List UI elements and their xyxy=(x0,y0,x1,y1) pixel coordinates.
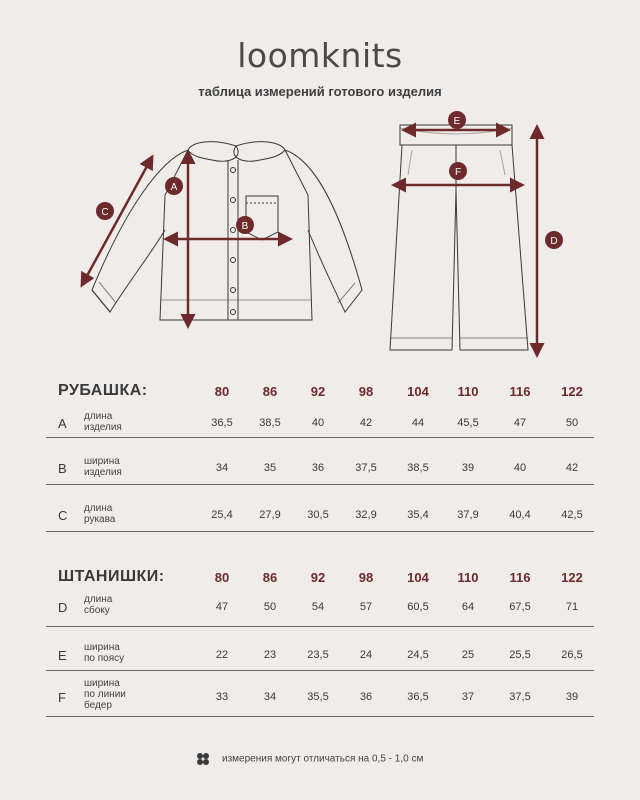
size-header: 86 xyxy=(262,384,278,399)
table-cell: 30,5 xyxy=(307,509,329,521)
row-label: длина изделия xyxy=(84,411,122,433)
size-header: 110 xyxy=(457,570,479,585)
table-cell: 50 xyxy=(263,601,277,613)
row-label: ширина изделия xyxy=(84,456,122,478)
table-cell: 37,5 xyxy=(509,691,531,703)
table-cell: 57 xyxy=(359,601,373,613)
table-cell: 60,5 xyxy=(407,601,429,613)
table-row xyxy=(46,594,594,624)
row-divider xyxy=(46,670,594,671)
marker-b: B xyxy=(241,221,249,232)
table-cell: 33 xyxy=(215,691,229,703)
footnote-text: измерения могут отличаться на 0,5 - 1,0 см xyxy=(222,753,424,765)
table-cell: 39 xyxy=(461,462,475,474)
table-cell: 42 xyxy=(359,417,373,429)
row-label: длина сбоку xyxy=(84,594,113,616)
row-letter: D xyxy=(58,600,68,615)
table-cell: 40 xyxy=(311,417,325,429)
table-cell: 42 xyxy=(565,462,579,474)
size-header: 86 xyxy=(262,570,278,585)
size-header: 98 xyxy=(358,570,374,585)
shirt-outline xyxy=(92,142,362,320)
size-header: 110 xyxy=(457,384,479,399)
table-cell: 37,9 xyxy=(457,509,479,521)
row-letter: A xyxy=(58,416,67,431)
size-header: 80 xyxy=(214,384,230,399)
row-divider xyxy=(46,531,594,532)
table-cell: 47 xyxy=(513,417,527,429)
size-header: 122 xyxy=(561,570,583,585)
table-cell: 26,5 xyxy=(561,649,583,661)
brand-logo: loomknits xyxy=(237,36,403,75)
table-cell: 54 xyxy=(311,601,325,613)
table-row xyxy=(46,453,594,483)
size-header: 122 xyxy=(561,384,583,399)
row-divider xyxy=(46,437,594,438)
shirt-section-title: РУБАШКА: xyxy=(58,382,148,399)
table-cell: 23 xyxy=(263,649,277,661)
table-cell: 36,5 xyxy=(407,691,429,703)
size-header: 92 xyxy=(310,384,326,399)
table-row xyxy=(46,642,594,672)
table-cell: 36 xyxy=(359,691,373,703)
pants-table-header xyxy=(46,568,594,592)
table-cell: 35,4 xyxy=(407,509,429,521)
table-cell: 45,5 xyxy=(457,417,479,429)
table-cell: 24,5 xyxy=(407,649,429,661)
table-cell: 37,5 xyxy=(355,462,377,474)
row-divider xyxy=(46,484,594,485)
table-cell: 39 xyxy=(565,691,579,703)
pants-section-title: ШТАНИШКИ: xyxy=(58,568,165,585)
table-cell: 64 xyxy=(461,601,475,613)
pants-size-table xyxy=(46,568,594,720)
clover-icon xyxy=(196,752,210,766)
row-label: длина рукава xyxy=(84,503,116,525)
size-header: 116 xyxy=(509,570,531,585)
garment-diagram xyxy=(0,0,640,370)
footnote xyxy=(196,752,423,766)
marker-d: D xyxy=(550,236,558,247)
table-cell: 50 xyxy=(565,417,579,429)
table-row xyxy=(46,408,594,438)
size-header: 116 xyxy=(509,384,531,399)
table-cell: 34 xyxy=(263,691,277,703)
row-divider xyxy=(46,716,594,717)
row-label: ширина по поясу xyxy=(84,642,125,664)
table-cell: 25,4 xyxy=(211,509,233,521)
size-header: 104 xyxy=(407,384,429,399)
table-cell: 42,5 xyxy=(561,509,583,521)
size-header: 104 xyxy=(407,570,429,585)
shirt-size-table xyxy=(46,382,594,532)
table-cell: 37 xyxy=(461,691,475,703)
table-cell: 40 xyxy=(513,462,527,474)
marker-a: A xyxy=(170,182,178,193)
table-cell: 22 xyxy=(215,649,229,661)
table-cell: 23,5 xyxy=(307,649,329,661)
row-label: ширина по линии бедер xyxy=(84,678,126,711)
table-cell: 71 xyxy=(565,601,579,613)
table-cell: 25 xyxy=(461,649,475,661)
row-letter: B xyxy=(58,461,67,476)
marker-e: E xyxy=(453,116,461,127)
table-cell: 35 xyxy=(263,462,277,474)
row-letter: E xyxy=(58,648,67,663)
table-cell: 27,9 xyxy=(259,509,281,521)
row-letter: C xyxy=(58,508,68,523)
pants-outline xyxy=(390,125,528,350)
row-divider xyxy=(46,626,594,627)
table-cell: 34 xyxy=(215,462,229,474)
size-header: 98 xyxy=(358,384,374,399)
table-cell: 36 xyxy=(311,462,325,474)
table-cell: 67,5 xyxy=(509,601,531,613)
table-cell: 24 xyxy=(359,649,373,661)
row-letter: F xyxy=(58,690,66,705)
marker-c: C xyxy=(101,207,109,218)
table-cell: 36,5 xyxy=(211,417,233,429)
table-row xyxy=(46,676,594,716)
table-cell: 32,9 xyxy=(355,509,377,521)
table-cell: 44 xyxy=(411,417,425,429)
shirt-table-header xyxy=(46,382,594,406)
table-cell: 38,5 xyxy=(407,462,429,474)
table-cell: 38,5 xyxy=(259,417,281,429)
page-subtitle: таблица измерений готового изделия xyxy=(198,84,442,99)
table-cell: 35,5 xyxy=(307,691,329,703)
size-header: 92 xyxy=(310,570,326,585)
table-cell: 47 xyxy=(215,601,229,613)
marker-f: F xyxy=(454,167,462,178)
table-row xyxy=(46,500,594,530)
size-header: 80 xyxy=(214,570,230,585)
table-cell: 25,5 xyxy=(509,649,531,661)
table-cell: 40,4 xyxy=(509,509,531,521)
